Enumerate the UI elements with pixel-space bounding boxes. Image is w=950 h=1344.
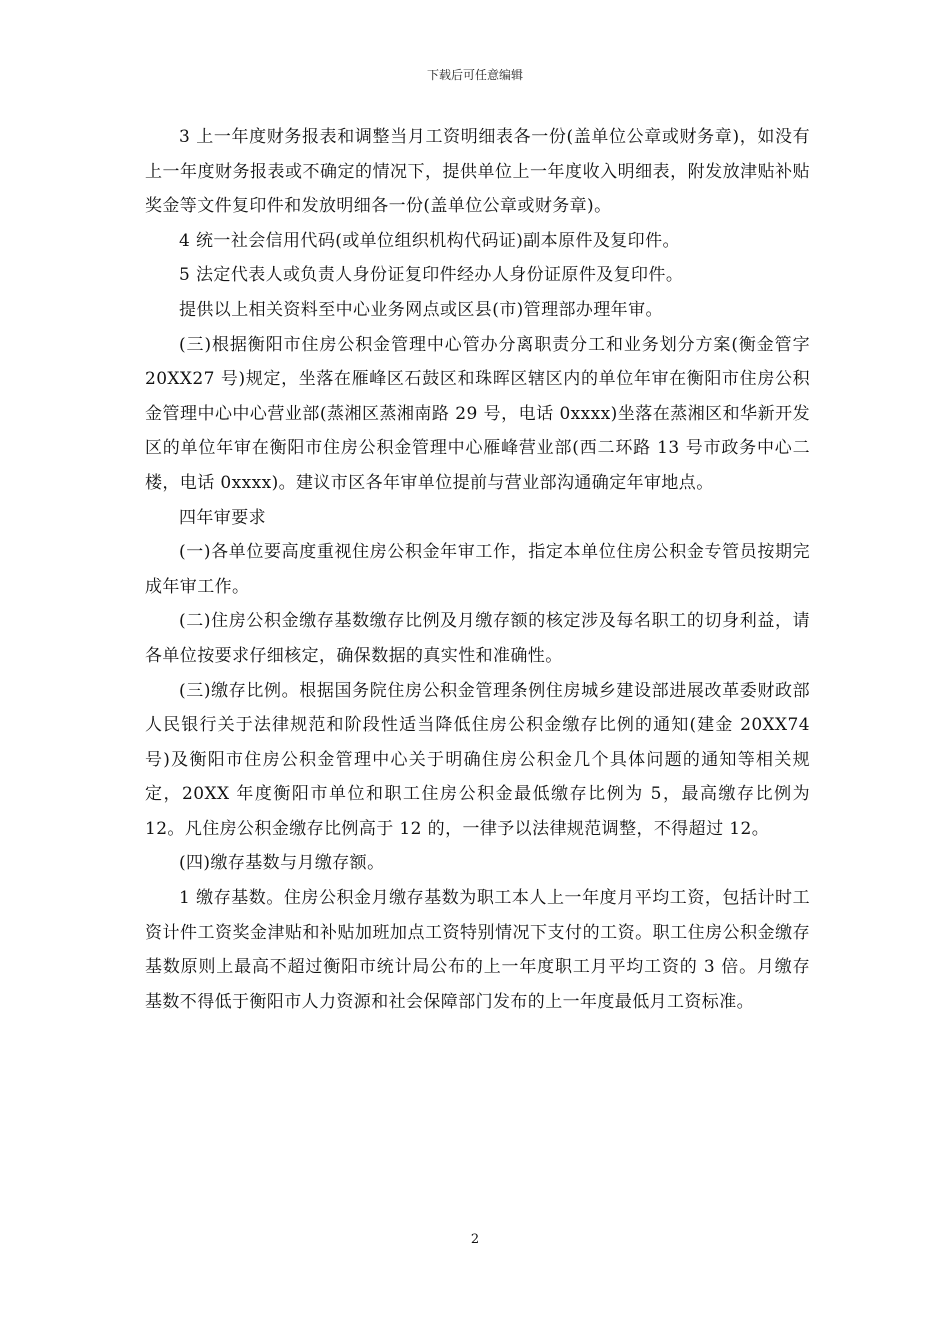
paragraph-item-5: 5 法定代表人或负责人身份证复印件经办人身份证原件及复印件。 xyxy=(179,265,684,286)
paragraph-requirement-3: (三)缴存比例。根据国务院住房公积金管理条例住房城乡建设部进展改革委财政部人民银行关于法律规范和阶段性适当降低住房公积金缴存比例的通知(建金 20XX74 号)及衡阳市住房公积金管理中心关于明确住房公积金几个具体问题的通知等相关规定，20XX 年度衡阳市单位和职工住房公积金最低缴存比例为 5，最高缴存比例为 12。凡住房公积金缴存比例高于 12 的，一律予以法律规范调整，不得超过 12。 xyxy=(145,680,810,839)
paragraph-requirement-1: (一)各单位要高度重视住房公积金年审工作，指定本单位住房公积金专管员按期完成年审工作。 xyxy=(145,542,810,597)
section-heading-review-requirements: 四年审要求 xyxy=(179,507,266,528)
paragraph-requirement-2: (二)住房公积金缴存基数缴存比例及月缴存额的核定涉及每名职工的切身利益，请各单位按要求仔细核定，确保数据的真实性和准确性。 xyxy=(145,611,810,666)
page-header: 下载后可任意编辑 xyxy=(426,68,523,82)
paragraph-section-3-location: (三)根据衡阳市住房公积金管理中心管办分离职责分工和业务划分方案(衡金管字 20XX27 号)规定，坐落在雁峰区石鼓区和珠晖区辖区内的单位年审在衡阳市住房公积金管理中心中心营业部(蒸湘区蒸湘南路 29 号，电话 0xxxx)坐落在蒸湘区和华新开发区的单位年审在衡阳市住房公积金管理中心雁峰营业部(西二环路 13 号市政务中心二楼，电话 0xxxx)。建议市区各年审单位提前与营业部沟通确定年审地点。 xyxy=(145,334,810,493)
paragraph-submit-materials: 提供以上相关资料至中心业务网点或区县(市)管理部办理年审。 xyxy=(179,299,663,320)
document-body xyxy=(145,120,810,1019)
paragraph-requirement-4-heading: (四)缴存基数与月缴存额。 xyxy=(179,853,385,874)
page-number: 2 xyxy=(470,1232,480,1247)
paragraph-item-3: 3 上一年度财务报表和调整当月工资明细表各一份(盖单位公章或财务章)，如没有上一年度财务报表或不确定的情况下，提供单位上一年度收入明细表，附发放津贴补贴奖金等文件复印件和发放明细各一份(盖单位公章或财务章)。 xyxy=(145,127,810,217)
paragraph-item-4: 4 统一社会信用代码(或单位组织机构代码证)副本原件及复印件。 xyxy=(179,230,680,251)
paragraph-contribution-base: 1 缴存基数。住房公积金月缴存基数为职工本人上一年度月平均工资，包括计时工资计件工资奖金津贴和补贴加班加点工资特别情况下支付的工资。职工住房公积金缴存基数原则上最高不超过衡阳市统计局公布的上一年度职工月平均工资的 3 倍。月缴存基数不得低于衡阳市人力资源和社会保障部门发布的上一年度最低月工资标准。 xyxy=(145,888,810,1012)
